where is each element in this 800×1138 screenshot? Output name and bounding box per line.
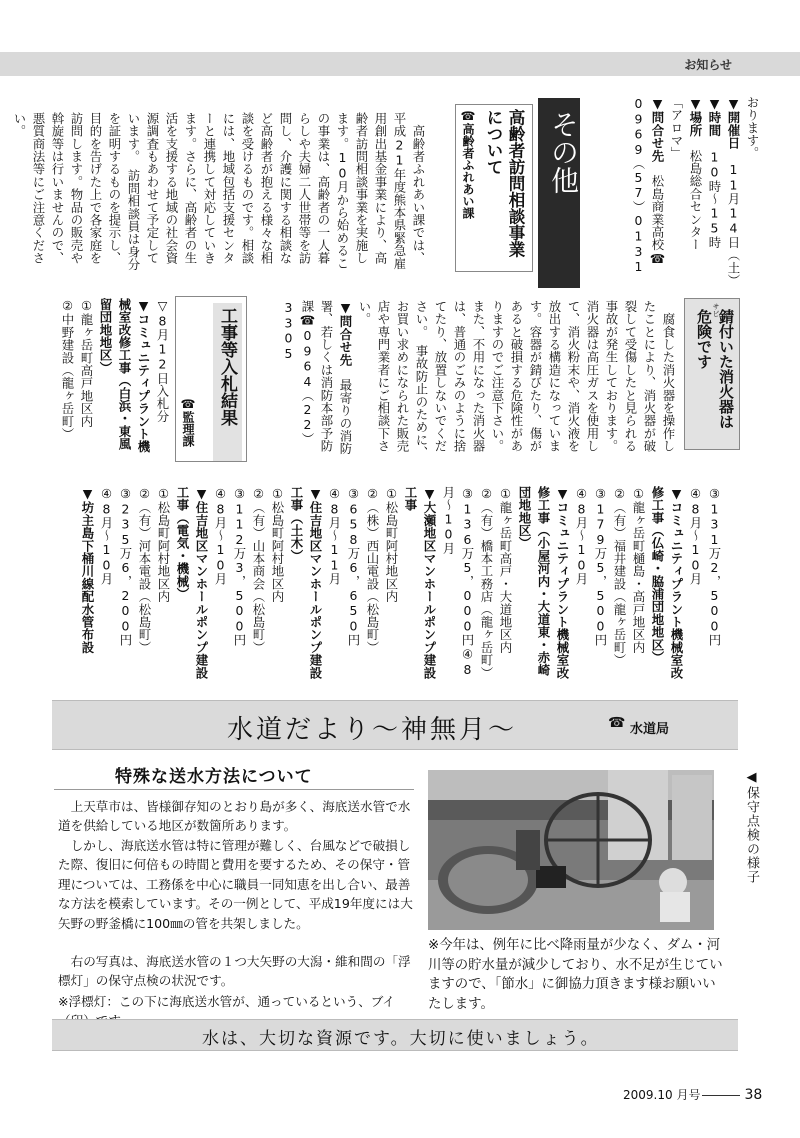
rust-title-box — [684, 298, 740, 450]
drought-note: ※今年は、例年に比べ降雨量が少なく、ダム・河川等の貯水量が減少しており、水不足が生じていますので、「節水」に御協力頂きます様お願いいたします。 — [428, 938, 723, 1012]
water-paragraph-1: 上天草市は、皆様御存知のとおり島が多く、海底送水管で水道を供給している地区が数箇所あります。 — [58, 799, 411, 834]
water-paragraph-2: しかし、海底送水管は特に管理が難しく、台風などで破損した際、復旧に何倍もの時間と費用を要するため、その保守・管理については、工務係を中心に職員一同知恵を出し合い、最善な方法を模索しています。その一例として、平成19年度には大矢野の野釜橋に100㎜の管を共架しました。 — [58, 838, 413, 931]
event-info: おります。 ▼開催日 11月14日（土） ▼時間 10時～15時 ▼場所 松島総合センター 「アロマ」 ▼問合せ先 松島商業高校☎ 0969（57）0131 — [631, 96, 760, 287]
tender-list-left: ▽8月12日入札分 ▼コミュニティプラント機械室改修工事（白浜・東風留団地地区） ①龍ヶ岳町高戸地区内 ②中野建設（龍ヶ岳町） — [60, 298, 170, 453]
water-paragraph-3: 右の写真は、海底送水管の１つ大矢野の大潟・維和間の「浮標灯」の保守点検の状況です。 — [58, 954, 411, 989]
water-dept: 水道局 — [630, 722, 670, 737]
water-subtitle: 特殊な送水方法について — [115, 767, 313, 787]
water-slogan-banner — [52, 1019, 738, 1051]
phone-icon: ☎ — [608, 715, 626, 731]
other-banner-text: その他 — [547, 110, 580, 194]
section-header-bar — [0, 52, 800, 76]
rust-title: 錆付いた消火器は 危険です — [695, 309, 735, 429]
page-number: 38 — [744, 1087, 763, 1103]
elderly-title: 高齢者訪問相談事業について — [484, 109, 525, 258]
rust-ruby: サビ — [712, 303, 720, 317]
issue-label: 2009.10 月号 — [623, 1088, 701, 1102]
buoy-photo-icon — [428, 770, 714, 930]
tender-title: 工事等入札結果 — [213, 303, 242, 461]
water-paragraph-4: ※浮標灯：この下に海底送水管が、通っているという、ブイ — [58, 994, 395, 1009]
tender-title-box — [175, 296, 247, 462]
elderly-dept: ☎高齢者ふれあい課 — [461, 109, 475, 219]
other-banner — [538, 98, 580, 288]
page-footer — [623, 1086, 762, 1103]
subtitle-underline — [54, 789, 414, 790]
elderly-body: 高齢者ふれあい課では、平成21年度熊本県緊急雇用創出基金事業により、高齢者訪問相談事業を実施します。10月から始めるこの事業は、高齢者の一人暮らしや夫婦二人世帯等を訪問し、介護に関する相談など高齢者が抱える様々な相談を受けるものです。相談には、地域包括支援センターと連携して対応していきます。さらに、高齢者の生活を支援する地域の社会資源調査もあわせて予定しています。 訪問相談員は身分を証明するものを提示し、目的を告げた上で各家庭を訪問します。物品の販売や斡旋等は行いませんので、悪質商法等にご注意ください。 — [12, 112, 426, 271]
section-label: お知らせ — [684, 58, 732, 72]
footer-rule — [702, 1095, 740, 1096]
tender-list-bottom: ③131万2，500円 ④8月～10月 ▼コミュニティプラント機械室改修工事（仏崎・脇浦団地地区） ①龍ヶ岳町樋島・高戸地区内 ②（有）福井建設（龍ヶ岳町） ③179万5，500円 ④8月～10月 ▼コミュニティプラント機械室改修工事（小屋河内・大道東・赤崎団地地区） ①龍ヶ岳町高戸・大道地区内 ②（有）橋本工務店（龍ヶ岳町） ③136万5，000円④8月～10月 ▼大瀬地区マンホールポンプ建設工事 ①松島町阿村地区内 ②（株）西山電設（松島町） ③658万6，650円 ④8月～11月 ▼住吉地区マンホールポンプ建設工事（土木） ①松島町阿村地区内 ②（有）山本商会（松島町） ③112万3，500円 ④8月～10月 ▼住吉地区マンホールポンプ建設工事（電気・機械） ①松島町阿村地区内 ②（有）河本電設（松島町） ③235万6，200円 ④8月～10月 ▼坊主島下桶川線配水管布設 — [80, 486, 722, 680]
inspection-photo — [428, 770, 714, 930]
water-banner — [52, 700, 738, 750]
tender-dept: ☎監理課 — [181, 397, 195, 447]
water-slogan: 水は、大切な資源です。大切に使いましょう。 — [202, 1029, 600, 1049]
rust-body: 腐食した消火器を操作したことにより、消火器が破裂して受傷したと見られる事故が発生しております。 消火器は高圧ガスを使用して、消火粉末や、消火液を放出する構造になっています。容器が錆びたり、傷があると破損する危険性がありますのでご注意下さい。 また、不用になった消火器は、普通のごみのように捨てたり、放置しないでください。 事故防止のために、お買い求めになられた販売店や専門業者にご相談下さい。 ▼問合せ先 最寄りの消防署、若しくは消防本部予防課☎0964（22）3305 — [281, 300, 676, 459]
elderly-title-box — [455, 104, 533, 272]
water-banner-title: 水道だより～神無月～ — [227, 715, 518, 745]
photo-caption: ◀保守点検の様子 — [744, 770, 759, 884]
